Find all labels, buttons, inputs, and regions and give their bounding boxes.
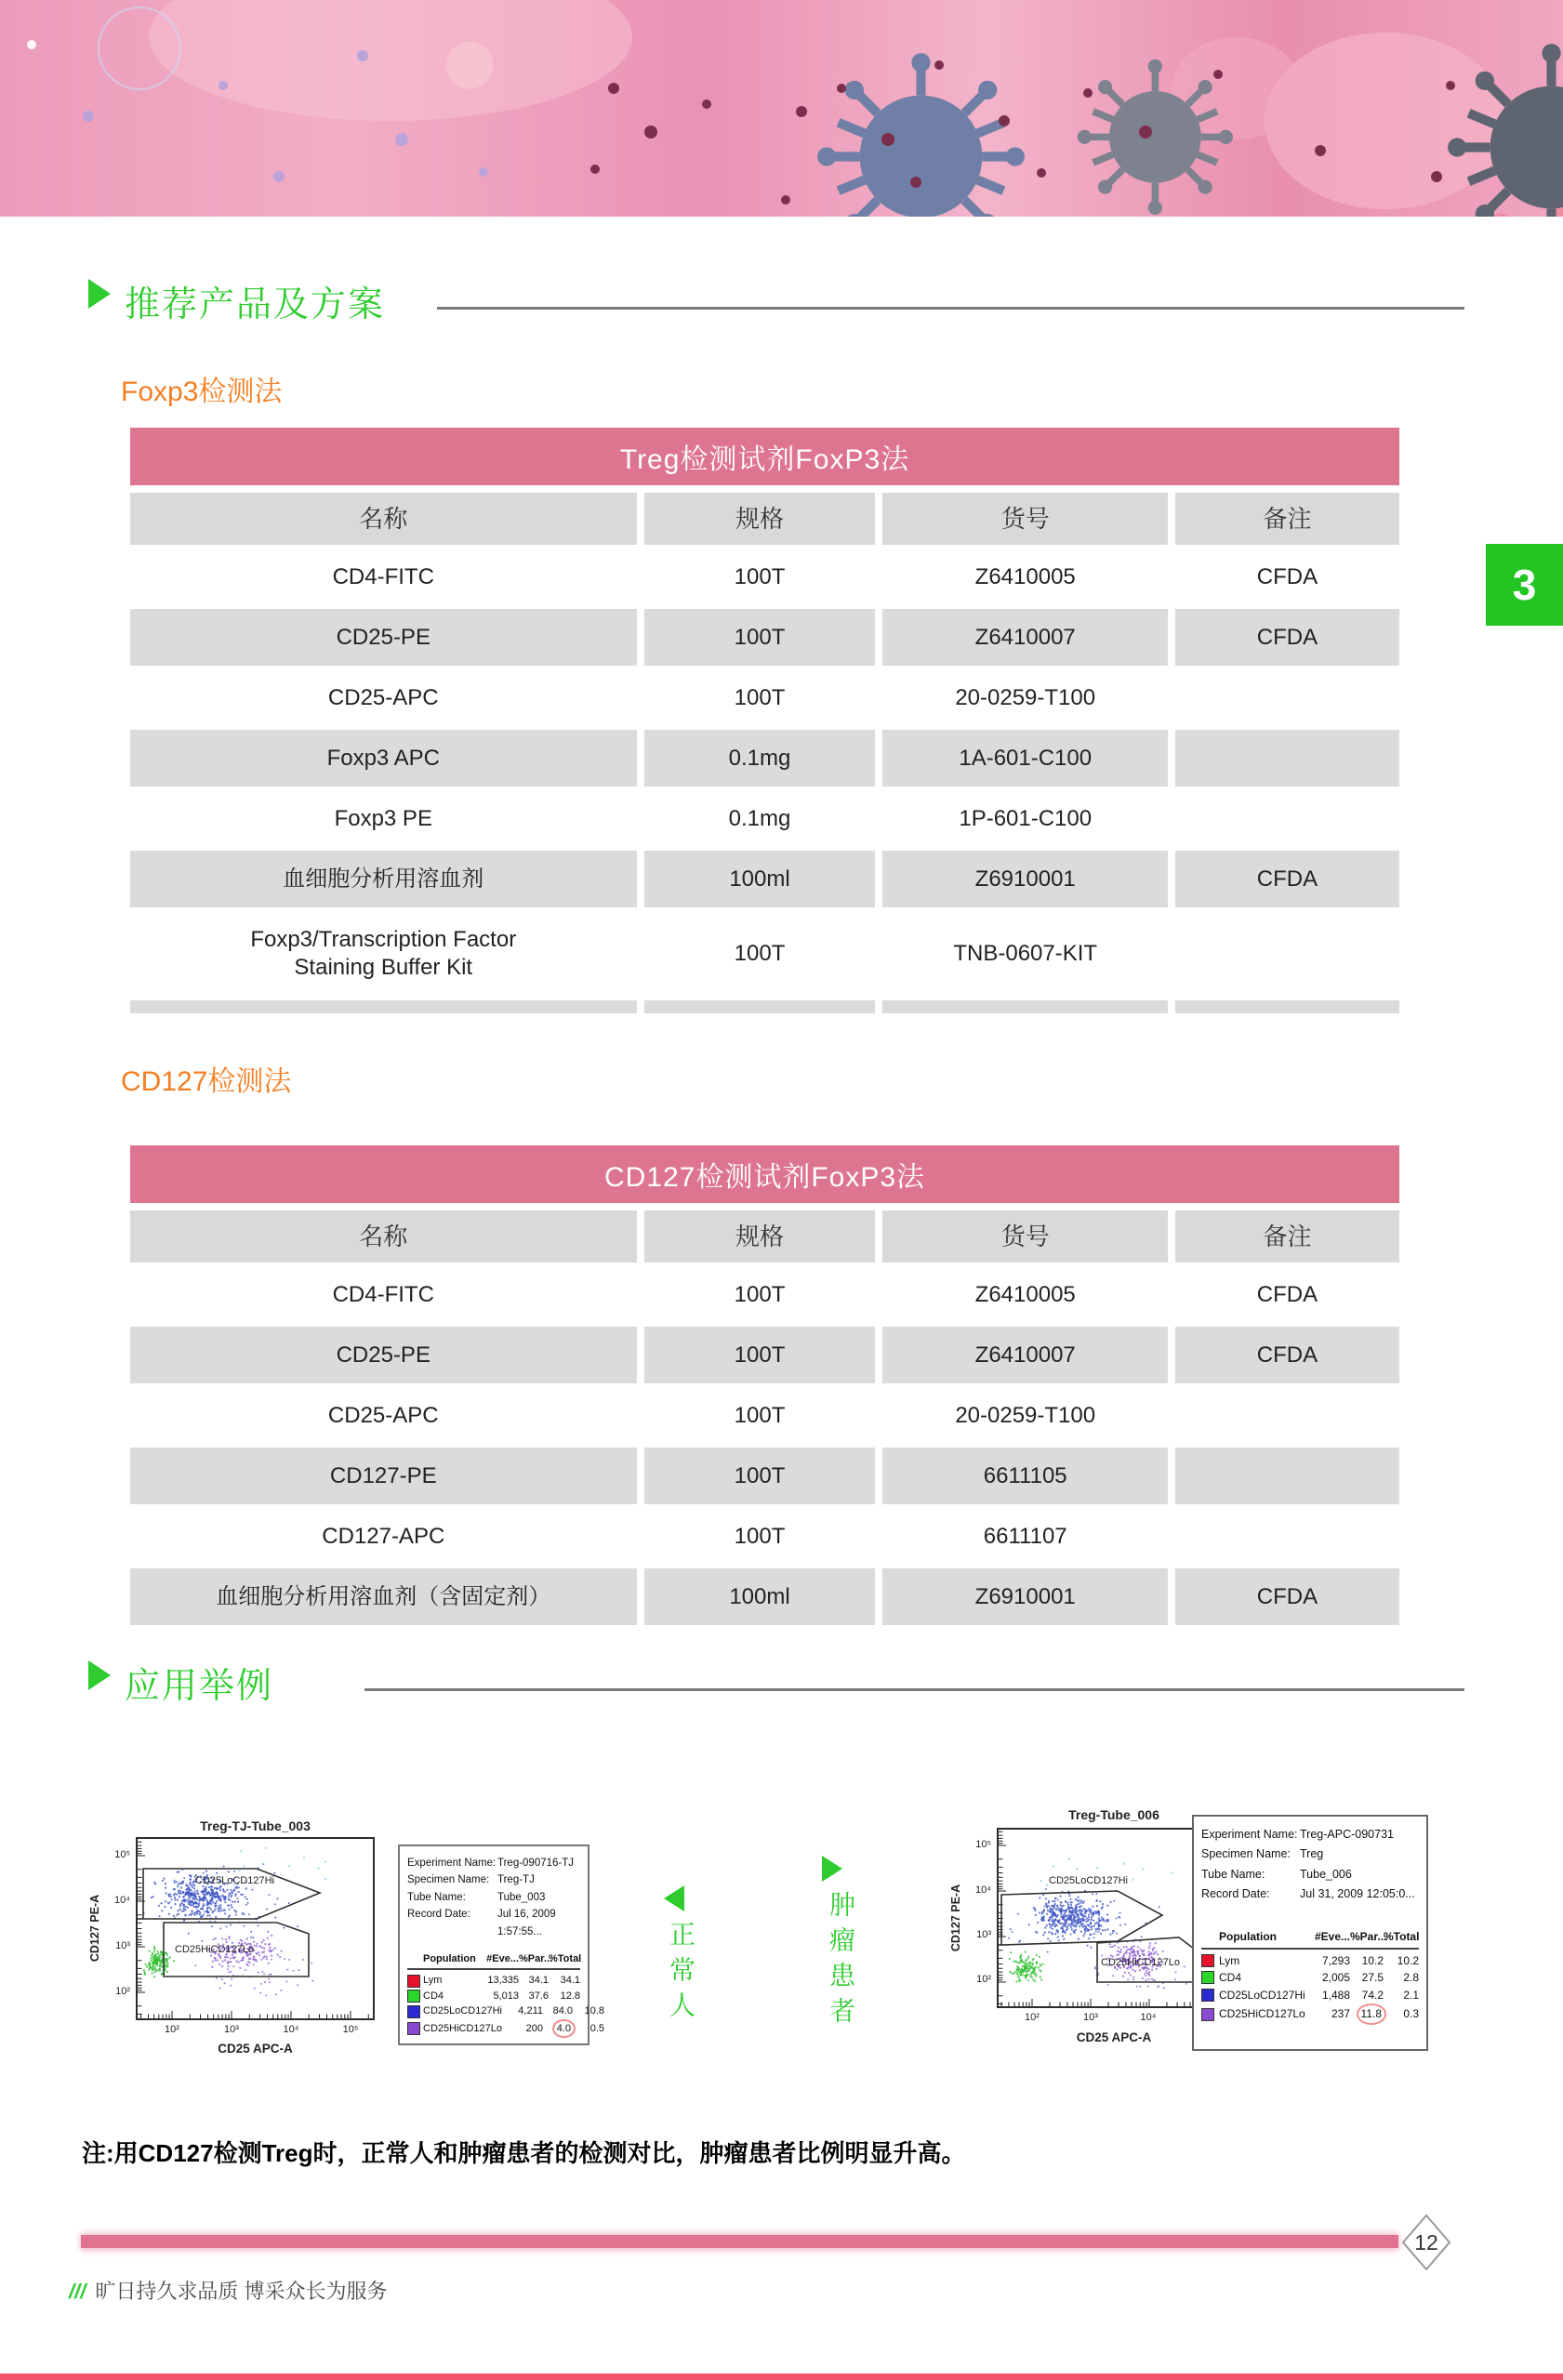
table-cell-name: Foxp3 PE bbox=[130, 790, 637, 847]
population-row: CD25HiCD127Lo 200 4.0 0.5 bbox=[407, 2019, 580, 2039]
page-bottom-rule bbox=[0, 2373, 1563, 2380]
table2-banner: CD127检测试剂FoxP3法 bbox=[130, 1145, 1399, 1203]
table-cell-remark: CFDA bbox=[1175, 851, 1399, 907]
table-cell-spec: 100ml bbox=[644, 1568, 876, 1625]
flow-stats-tumor bbox=[1192, 1815, 1428, 2051]
plot-title: Treg-Tube_006 bbox=[1068, 1807, 1159, 1822]
table-cell-spec: 100ml bbox=[644, 851, 876, 907]
table-cell-spec: 100T bbox=[644, 1327, 876, 1383]
y-tick: 10⁵ bbox=[975, 1839, 991, 1850]
x-tick: 10⁴ bbox=[283, 2024, 299, 2035]
info-row: Tube Name: Tube_003 bbox=[407, 1891, 546, 1903]
table-cell-spec: 100T bbox=[644, 669, 876, 726]
gate-label: CD25HiCD127Lo bbox=[175, 1944, 254, 1955]
table-cell-spec: 100T bbox=[644, 1387, 876, 1444]
swatch-lym bbox=[1201, 1954, 1214, 1967]
x-tick: 10² bbox=[1025, 2012, 1040, 2023]
table-cell-spec: 100T bbox=[644, 911, 876, 997]
tumor-arrow-icon bbox=[822, 1856, 842, 1882]
section-title-applications: 应用举例 bbox=[125, 1667, 274, 1706]
table-cell-remark bbox=[1175, 1387, 1399, 1444]
swatch-cd25hi bbox=[407, 2022, 420, 2035]
section-bullet-icon bbox=[88, 1660, 111, 1690]
tumor-patient-label: 肿瘤患者 bbox=[827, 1891, 855, 2032]
population-row: Lym 13,335 34.1 34.1 bbox=[407, 1973, 580, 1989]
table-cell-spec: 100T bbox=[644, 1266, 876, 1323]
table-bottom-strip bbox=[130, 1000, 637, 1013]
info-row: Specimen Name: Treg-TJ bbox=[407, 1874, 535, 1886]
flow-scatter-plot bbox=[136, 1837, 375, 2020]
population-table bbox=[407, 1951, 604, 2039]
banner-cells-illustration bbox=[0, 0, 1563, 217]
info-row: Record Date: Jul 16, 2009 1:57:55... bbox=[407, 1909, 556, 1937]
table-cell-spec: 100T bbox=[644, 1508, 876, 1565]
table-cell-spec: 100T bbox=[644, 549, 876, 605]
table-cell-catno: 20-0259-T100 bbox=[882, 669, 1167, 726]
section-divider bbox=[437, 307, 1464, 310]
section-divider bbox=[364, 1688, 1464, 1691]
y-tick: 10³ bbox=[115, 1940, 130, 1951]
y-tick: 10³ bbox=[976, 1929, 991, 1940]
table-cell-remark: CFDA bbox=[1175, 1266, 1399, 1323]
swatch-cd4 bbox=[1201, 1971, 1214, 1984]
x-tick: 10² bbox=[165, 2024, 179, 2035]
table-cell-name: CD127-PE bbox=[130, 1448, 637, 1504]
table-cell-remark bbox=[1175, 911, 1399, 997]
normal-person-label: 正常人 bbox=[667, 1921, 695, 2027]
info-row: Experiment Name: Treg-APC-090731 bbox=[1201, 1828, 1394, 1841]
table-cell-remark: CFDA bbox=[1175, 609, 1399, 666]
table-cell-catno: 6611107 bbox=[882, 1508, 1167, 1565]
table-cell-name: CD25-APC bbox=[130, 669, 637, 726]
y-axis-label: CD127 PE-A bbox=[949, 1884, 962, 1952]
y-tick: 10² bbox=[115, 1986, 130, 1997]
note-text: 注:用CD127检测Treg时，正常人和肿瘤患者的检测对比，肿瘤患者比例明显升高。 bbox=[82, 2139, 966, 2167]
table1-col-header: 备注 bbox=[1175, 493, 1399, 545]
slogan-slashes-icon: /// bbox=[69, 2280, 86, 2303]
section-title-products: 推荐产品及方案 bbox=[125, 285, 386, 324]
table1-foxp3 bbox=[130, 493, 1399, 1013]
y-tick: 10⁴ bbox=[114, 1895, 130, 1906]
highlighted-value: 11.8 bbox=[1357, 2003, 1386, 2025]
table-cell-catno: Z6410005 bbox=[882, 549, 1167, 605]
population-row: CD25HiCD127Lo 237 11.8 0.3 bbox=[1201, 2003, 1419, 2025]
info-row: Experiment Name: Treg-090716-TJ bbox=[407, 1858, 575, 1869]
table-cell-spec: 0.1mg bbox=[644, 730, 876, 787]
table-cell-catno: Z6910001 bbox=[882, 1568, 1167, 1625]
table-cell-name: CD127-APC bbox=[130, 1508, 637, 1565]
population-row: CD4 2,005 27.5 2.8 bbox=[1201, 1969, 1419, 1987]
subtitle-cd127-method: CD127检测法 bbox=[121, 1066, 292, 1097]
table-cell-catno: Z6410005 bbox=[882, 1266, 1167, 1323]
normal-arrow-icon bbox=[664, 1885, 684, 1911]
table2-col-header: 货号 bbox=[882, 1210, 1167, 1263]
x-tick: 10³ bbox=[1083, 2012, 1098, 2023]
y-axis-label: CD127 PE-A bbox=[88, 1894, 101, 1963]
table-cell-catno: 6611105 bbox=[882, 1448, 1167, 1504]
flow-stats-normal bbox=[398, 1844, 604, 2045]
table-cell-name: Foxp3/Transcription Factor Staining Buffer Kit bbox=[130, 911, 637, 997]
swatch-cd25hi bbox=[1201, 2008, 1214, 2021]
table-bottom-strip bbox=[1175, 1000, 1399, 1013]
table-cell-name: CD4-FITC bbox=[130, 549, 637, 605]
x-axis-label: CD25 APC-A bbox=[218, 2042, 293, 2056]
population-row: CD25LoCD127Hi 1,488 74.2 2.1 bbox=[1201, 1987, 1419, 2004]
table1-col-header: 名称 bbox=[130, 493, 637, 545]
table-cell-remark bbox=[1175, 669, 1399, 726]
info-row: Specimen Name: Treg bbox=[1201, 1847, 1324, 1861]
population-row: Lym 7,293 10.2 10.2 bbox=[1201, 1952, 1419, 1970]
x-tick: 10³ bbox=[224, 2024, 239, 2035]
table-cell-remark: CFDA bbox=[1175, 1568, 1399, 1625]
table2-col-header: 规格 bbox=[644, 1210, 876, 1263]
table-cell-remark: CFDA bbox=[1175, 549, 1399, 605]
gate-label: CD25LoCD127Hi bbox=[1049, 1875, 1128, 1886]
population-header: Population #Eve... %Par... %Total bbox=[1201, 1928, 1419, 1950]
table-bottom-strip bbox=[882, 1000, 1167, 1013]
table-cell-spec: 100T bbox=[644, 1448, 876, 1504]
swatch-lym bbox=[407, 1975, 420, 1988]
table-cell-name: CD4-FITC bbox=[130, 1266, 637, 1323]
table-cell-remark bbox=[1175, 1508, 1399, 1565]
gate-label: CD25HiCD127Lo bbox=[1101, 1957, 1180, 1968]
table-cell-catno: 20-0259-T100 bbox=[882, 1387, 1167, 1444]
table-cell-name: CD25-APC bbox=[130, 1387, 637, 1444]
table-bottom-strip bbox=[644, 1000, 876, 1013]
swatch-cd25lo bbox=[1201, 1989, 1214, 2002]
header-banner-image bbox=[0, 0, 1563, 217]
table-cell-name: 血细胞分析用溶血剂（含固定剂） bbox=[130, 1568, 637, 1625]
info-row: Tube Name: Tube_006 bbox=[1201, 1867, 1352, 1881]
table-cell-name: CD25-PE bbox=[130, 1327, 637, 1383]
table-cell-remark bbox=[1175, 790, 1399, 847]
table-cell-name: CD25-PE bbox=[130, 609, 637, 666]
footer-slogan: /// 旷日持久求品质 博采众长为服务 bbox=[69, 2280, 388, 2303]
table-cell-catno: Z6910001 bbox=[882, 851, 1167, 907]
x-tick: 10⁵ bbox=[342, 2024, 359, 2035]
table1-col-header: 规格 bbox=[644, 493, 876, 545]
y-tick: 10² bbox=[976, 1974, 991, 1985]
population-row: CD4 5,013 37.6 12.8 bbox=[407, 1989, 580, 2004]
table2-col-header: 备注 bbox=[1175, 1210, 1399, 1263]
table-cell-catno: 1A-601-C100 bbox=[882, 730, 1167, 787]
table2-cd127 bbox=[130, 1210, 1399, 1625]
table-cell-remark: CFDA bbox=[1175, 1327, 1399, 1383]
footer-rule bbox=[81, 2235, 1398, 2248]
table-cell-catno: TNB-0607-KIT bbox=[882, 911, 1167, 997]
population-header: Population #Eve... %Par... %Total bbox=[407, 1951, 580, 1971]
table1-banner: Treg检测试剂FoxP3法 bbox=[130, 428, 1399, 485]
page-number-badge bbox=[1402, 2215, 1450, 2270]
table1-col-header: 货号 bbox=[882, 493, 1167, 545]
table-cell-spec: 100T bbox=[644, 609, 876, 666]
swatch-cd25lo bbox=[407, 2005, 420, 2018]
table-cell-catno: Z6410007 bbox=[882, 1327, 1167, 1383]
table-cell-remark bbox=[1175, 730, 1399, 787]
plot-title: Treg-TJ-Tube_003 bbox=[200, 1818, 311, 1833]
subtitle-foxp3-method: Foxp3检测法 bbox=[121, 377, 283, 407]
swatch-cd4 bbox=[407, 1990, 420, 2003]
table-cell-catno: Z6410007 bbox=[882, 609, 1167, 666]
x-axis-label: CD25 APC-A bbox=[1076, 2030, 1152, 2044]
section-bullet-icon bbox=[88, 279, 111, 309]
x-tick: 10⁴ bbox=[1140, 2012, 1157, 2023]
population-table bbox=[1201, 1928, 1419, 2025]
flow-plot-normal bbox=[82, 1818, 393, 2069]
table-cell-remark bbox=[1175, 1448, 1399, 1504]
y-tick: 10⁵ bbox=[114, 1849, 130, 1860]
table2-col-header: 名称 bbox=[130, 1210, 637, 1263]
chapter-tab: 3 bbox=[1486, 544, 1563, 626]
population-row: CD25LoCD127Hi 4,211 84.0 10.8 bbox=[407, 2003, 580, 2019]
table-cell-name: Foxp3 APC bbox=[130, 730, 637, 787]
highlighted-value: 4.0 bbox=[552, 2019, 576, 2039]
info-row: Record Date: Jul 31, 2009 12:05:0... bbox=[1201, 1886, 1415, 1900]
y-tick: 10⁴ bbox=[975, 1884, 991, 1896]
table-cell-name: 血细胞分析用溶血剂 bbox=[130, 851, 637, 907]
page-number: 12 bbox=[1414, 2229, 1438, 2254]
gate-label: CD25LoCD127Hi bbox=[195, 1875, 274, 1886]
table-cell-spec: 0.1mg bbox=[644, 790, 876, 847]
table-cell-catno: 1P-601-C100 bbox=[882, 790, 1167, 847]
